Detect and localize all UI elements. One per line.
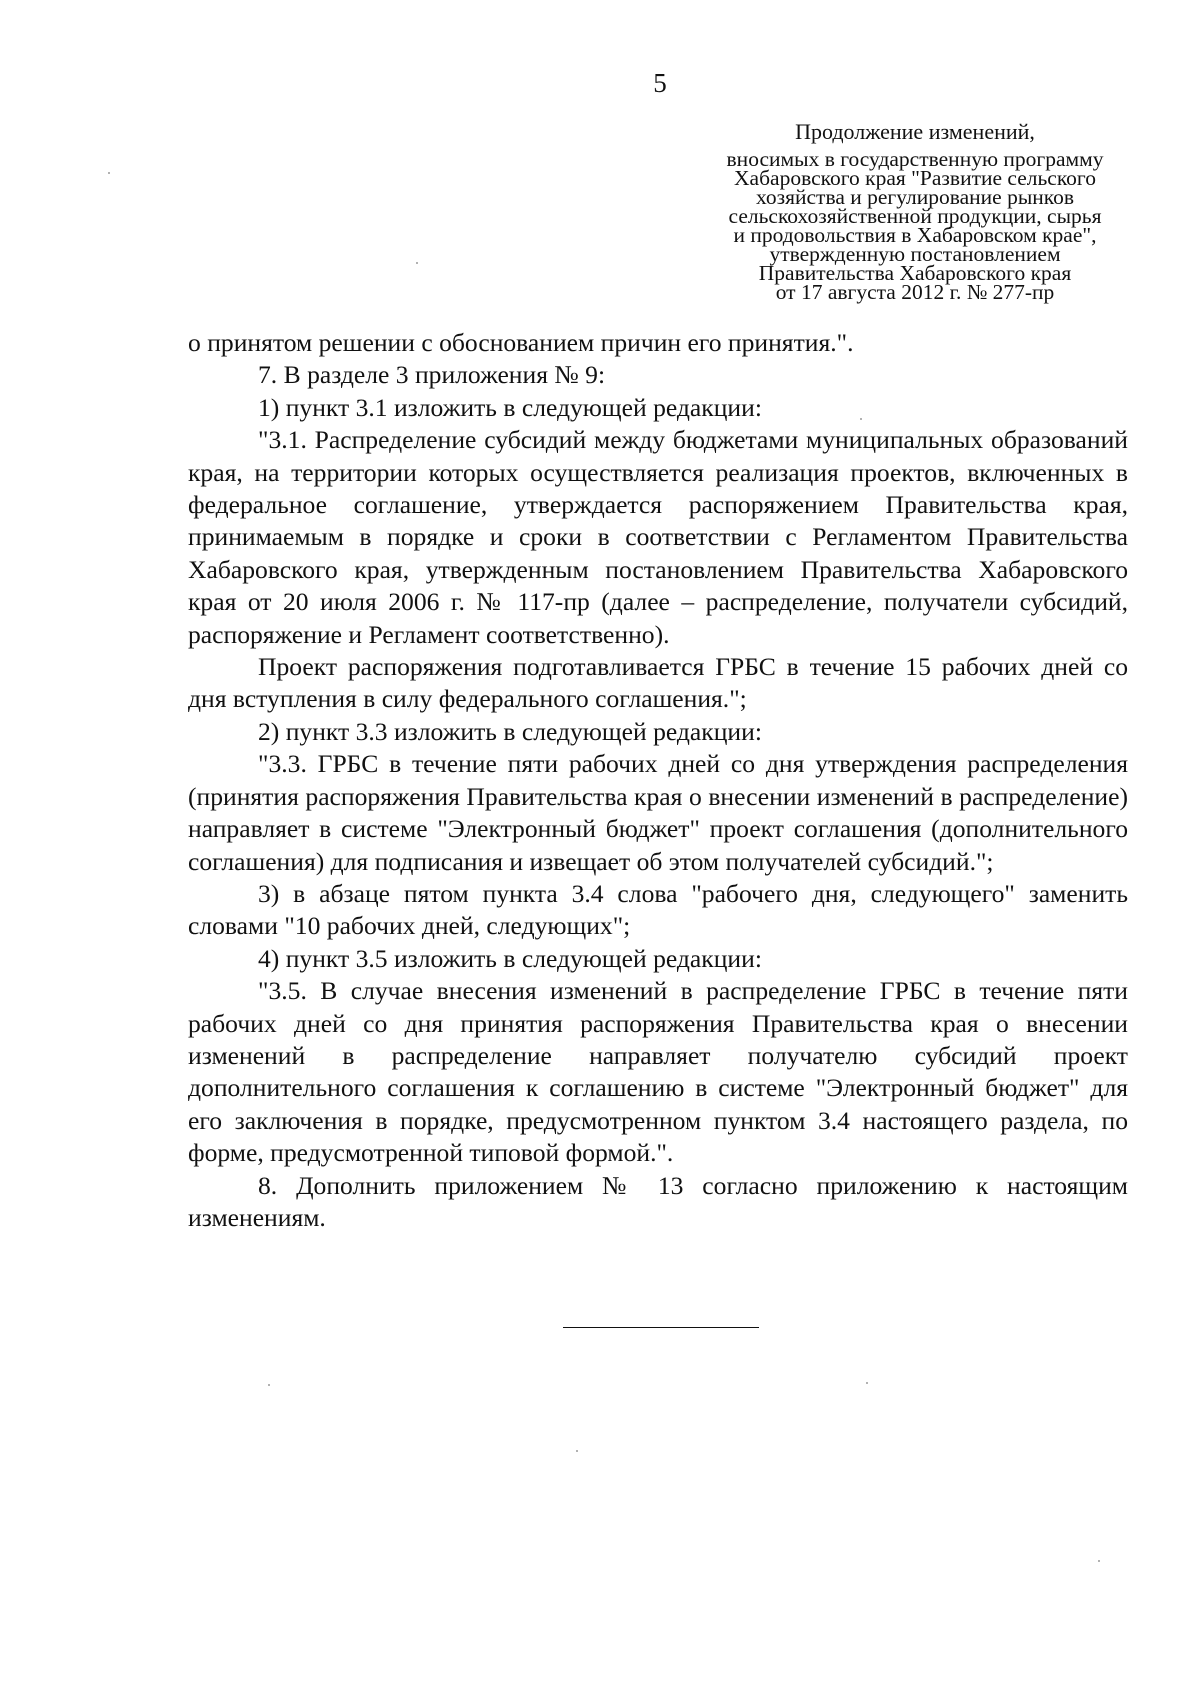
scan-speck (108, 172, 110, 174)
paragraph: 1) пункт 3.1 изложить в следующей редакции: (258, 392, 762, 422)
header-line: вносимых в государственную программу (726, 147, 1104, 171)
scan-speck (576, 1450, 578, 1452)
scan-speck (416, 262, 418, 264)
header-line: Хабаровского края "Развитие сельского (734, 166, 1096, 190)
header-line: сельскохозяйственной продукции, сырья (728, 204, 1102, 228)
scan-speck (268, 1384, 270, 1386)
header-line: хозяйства и регулирование рынков (755, 185, 1075, 209)
paragraph: 4) пункт 3.5 изложить в следующей редакции: (258, 943, 762, 973)
header-line: и продовольствия в Хабаровском крае", (733, 223, 1097, 247)
header-line: от 17 августа 2012 г. № 277-пр (775, 280, 1055, 304)
header-line: Правительства Хабаровского края (758, 261, 1072, 285)
paragraph: 7. В разделе 3 приложения № 9: (258, 360, 606, 390)
header-title: Продолжение изменений, (795, 119, 1035, 144)
paragraph: 2) пункт 3.3 изложить в следующей редакции: (258, 716, 762, 746)
scan-speck (866, 1382, 868, 1384)
paragraph: "3.5. В случае внесения изменений в распределение ГРБС в течение пяти рабочих дней со дня принятия распоряжения Правительства края о внесении изменений в распределение направляет получателю субсидий проект дополнительного соглашения к соглашению в системе "Электронный бюджет" для его заключения в порядке, предусмотренном пунктом 3.4 настоящего раздела, по форме, предусмотренной типовой формой.". (188, 976, 1128, 1168)
amendment-header (690, 120, 1140, 302)
closing-separator-line (563, 1327, 759, 1328)
paragraph: 8. Дополнить приложением № 13 согласно приложению к настоящим изменениям. (188, 1170, 1128, 1232)
paragraph: "3.1. Распределение субсидий между бюджетами муниципальных образований края, на территории которых осуществляется реализация проектов, включенных в федеральное соглашение, утверждается распоряжением Правительства края, принимаемым в порядке и сроки в соответствии с Регламентом Правительства Хабаровского края, утвержденным постановлением Правительства Хабаровского края от 20 июля 2006 г. № 117-пр (далее – распределение, получатели субсидий, распоряжение и Регламент соответственно). (188, 425, 1128, 649)
paragraph: "3.3. ГРБС в течение пяти рабочих дней со дня утверждения распределения (принятия распоряжения Правительства края о внесении изменений в распределение) направляет в системе "Электронный бюджет" проект соглашения (дополнительного соглашения) для подписания и извещает об этом получателей субсидий."; (188, 749, 1128, 876)
document-body (188, 327, 1128, 1234)
paragraph: 3) в абзаце пятом пункта 3.4 слова "рабочего дня, следующего" заменить словами "10 рабочих дней, следующих"; (188, 878, 1128, 941)
paragraph: Проект распоряжения подготавливается ГРБС в течение 15 рабочих дней со дня вступления в силу федерального соглашения."; (188, 652, 1128, 714)
page-number: 5 (653, 68, 667, 98)
header-line: утвержденную постановлением (769, 242, 1061, 266)
paragraph: о принятом решении с обоснованием причин его принятия.". (188, 328, 854, 357)
scan-speck (1098, 1560, 1100, 1562)
scan-speck (860, 418, 862, 420)
